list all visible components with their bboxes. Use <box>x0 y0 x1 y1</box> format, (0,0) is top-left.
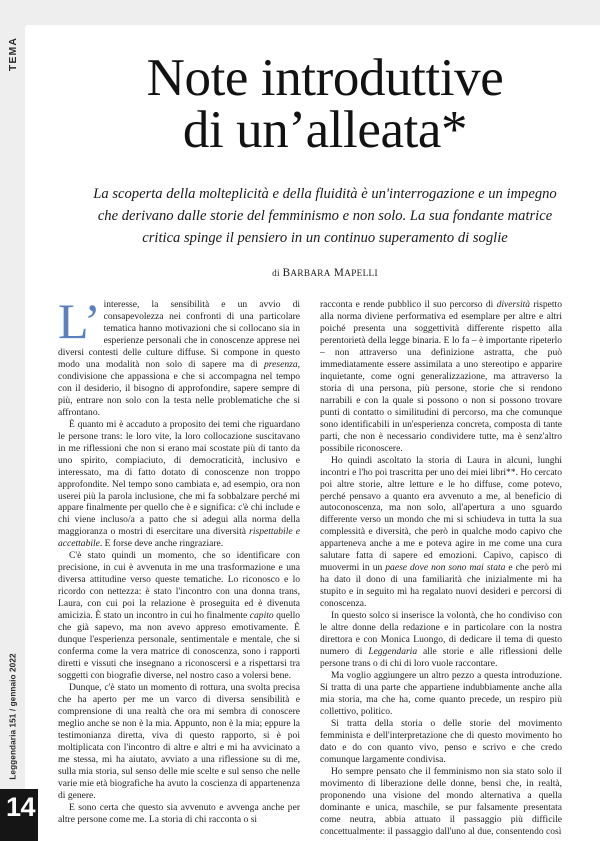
drop-cap: L’ <box>58 293 101 349</box>
page-number: 14 <box>6 792 36 822</box>
byline-prefix: di <box>272 268 280 279</box>
left-rail <box>0 0 36 841</box>
body-paragraph: Ho quindi ascoltato la storia di Laura in alcuni, lunghi incontri e l'ho poi trascritta per uno dei miei libri**. Ho cercato poi altre storie, altre letture e le ho diffuse, come potevo, perché pensavo a quanto era avvenuto a me, al beneficio di autoconoscenza, ma non solo, all'apertura a uno sguardo differente verso un mondo che mi si schiudeva in tutta la sua complessità e diversità, che però in qualche modo capivo che apparteneva anche a me e poteva agire in me come una cura salutare fatta di sapere ed emozioni. Capivo, capisco di muovermi in un paese dove non sono mai stata e che però mi ha dato il dono di una familiarità che inizialmente mi ha stupito e in seguito mi ha regalato nuovi desideri e percorsi di conoscenza. <box>320 454 563 610</box>
body-paragraph: Si tratta della storia o delle storie del movimento femminista e dell'interpretazione che di questo movimento ho dato e do con quanto vivo, penso e scrivo e che credo comunque largamente condivisa. <box>320 717 562 765</box>
masthead <box>60 49 590 280</box>
body-paragraph: C'è stato quindi un momento, che so identificare con precisione, in cui è avvenuta in me una trasformazione e una diversa attitudine verso queste tematiche. Lo riconosco e lo ricordo con nettezza: è stato l'incontro con una donna trans, Laura, con cui poi la relazione è proseguita ed è divenuta amicizia. È stato un incontro in cui ho finalmente capito quello che già sapevo, ma non avevo appreso emotivamente. È dunque l'esperienza personale, sentimentale e mentale, che si conferma come la vera matrice di conoscenza, sono i rapporti diretti e vissuti che insegnano a riconoscersi e a rispettarsi tra soggetti con biografie diverse, nel nostro caso a volersi bene. <box>58 550 301 682</box>
emphasis-text: rispettabile e accettabile <box>58 526 300 550</box>
issue-tag: Leggendaria 151 / gennaio 2022 <box>8 653 18 780</box>
body-paragraph: L’ interesse, la sensibilità e un avvio di consapevolezza nei confronti di una particolare tematica hanno motivazioni che si collocano sia in esperienze personali che in conoscenze apprese nei diversi contesti delle culture diffuse. Si compone in questo modo una modalità non solo di sapere ma di presenza, condivisione che appassiona e che si accompagna nel tempo con il desiderio, il bisogno di approfondire, sapere sempre di più, entrare non solo con la testa nelle problematiche che si affrontano. <box>58 293 300 418</box>
column-left <box>58 293 301 827</box>
emphasis-text: Leggendaria <box>368 646 418 658</box>
title-line-2: di un’alleata* <box>182 101 468 160</box>
body-columns <box>58 293 563 837</box>
title-line-1: Note introduttive <box>146 49 504 107</box>
article-deck: La scoperta della molteplicità e della fluidità è un'interrogazione e un impegno che derivano dalle storie del femminismo e non solo. La sua fondante matrice critica spinge il pensiero in un continuo superamento di soglie <box>93 185 557 247</box>
emphasis-text: presenza <box>264 358 298 370</box>
body-paragraph: È quanto mi è accaduto a proposito dei temi che riguardano le persone trans: le loro vite, la loro collocazione suscitavano in me riflessioni che non si erano mai scostate più di tanto da uno spirito, compiaciuto, di democraticità, inclusivo e interessato, ma di fatto dotato di conoscenze non troppo approfondite. Nel tempo sono cambiata e, ad esempio, ora non userei più la parola inclusione, che mi fa sobbalzare perché mi appare finalmente per quello che è e significa: c'è chi include e chi viene incluso/a a patto che si adegui alla norma della maggioranza o mostri di esercitare una diversità rispettabile e accettabile. E forse deve anche ringraziare. <box>58 418 300 550</box>
byline-author: BARBARA MAPELLI <box>282 267 378 280</box>
emphasis-text: paese dove non sono mai stata <box>385 562 506 574</box>
body-paragraph: Ma voglio aggiungere un altro pezzo a questa introduzione. Si tratta di una parte che appartiene indubbiamente anche alla mia storia, ma che ha, come quanto precede, un respiro più collettivo, politico. <box>320 670 562 717</box>
body-paragraph: In questo solco si inserisce la volontà, che ho condiviso con le altre donne della redazione e in particolare con la nostra direttora e con Monica Luongo, di dedicare il tema di questo numero di Leggendaria alle storie e alle riflessioni delle persone trans o di chi di loro vuole raccontare. <box>320 610 562 670</box>
page-number-block <box>0 789 38 841</box>
emphasis-text: capito <box>249 610 274 622</box>
body-paragraph: E sono certa che questo sia avvenuto e avvenga anche per altre persone come me. La storia di chi racconta o si <box>58 801 300 825</box>
byline <box>60 267 590 279</box>
section-tag: TEMA <box>7 36 19 72</box>
body-paragraph: Ho sempre pensato che il femminismo non sia stato solo il movimento di liberazione delle donne, bensì che, in realtà, proponendo una visione del mondo alternativa a quella dominante e unica, maschile, se pur falsamente presentata come neutra, abbia attuato il passaggio più difficile concettualmente: il passaggio dall'uno al due, consentendo così <box>320 765 562 837</box>
column-right <box>320 299 563 837</box>
emphasis-text: diversità <box>496 299 531 310</box>
body-paragraph: racconta e rende pubblico il suo percorso di diversità rispetto alla norma diviene performativa ed esemplare per altre e altri poiché presenta una soggettività differente rispetto alla perentorietà della legge binaria. E lo fa – è importante ripeterlo – non attraverso una definizione astratta, che può immediatamente essere assimilata a uno stereotipo e apparire inquietante, come ogni generalizzazione, ma attraverso la storia di una persona, più persone, storie che si rendono narrabili e con la quale si possono o non si possono trovare punti di contatto o similitudini di percorso, ma che comunque sono identificabili in un'esperienza concreta, composta di tante parti, che non è necessario condividere tutte, ma è senz'altro possibile riconoscere. <box>320 299 562 454</box>
body-paragraph: Dunque, c'è stato un momento di rottura, una svolta precisa che ha aperto per me un varco di diversa sensibilità e comprensione di una realtà che ora mi sembra di conoscere meglio anche se non è la mia. Appunto, non è la mia; eppure la testimonianza diretta, viva di questo rapporto, si è poi moltiplicata con l'incontro di altre e altri e mi ha avvicinato a me stessa, mi ha aiutato, avviato a una riflessione su di me, sulla mia storia, sul senso delle mie scelte e sul senso che nelle varie mie età biografiche ha avuto la coscienza di appartenenza di genere. <box>58 682 300 801</box>
page-title <box>60 49 590 160</box>
